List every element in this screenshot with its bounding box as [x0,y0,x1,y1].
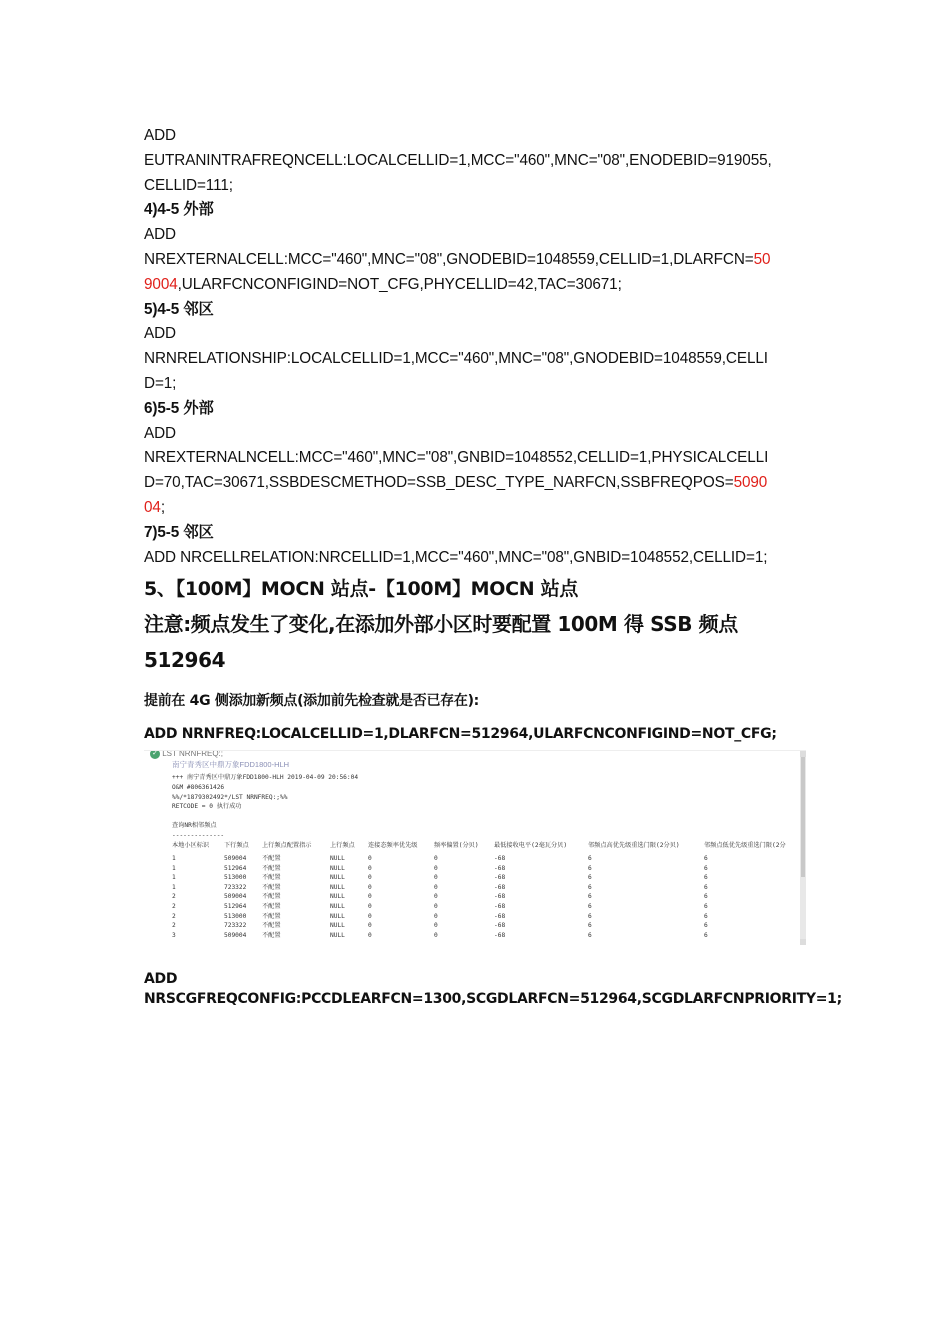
table-cell: -68 [494,864,506,872]
note-line: 512964 [144,648,226,673]
table-row [172,902,792,912]
table-cell: -68 [494,883,506,891]
table-cell: 不配置 [262,912,281,920]
table-cell: 0 [368,903,372,911]
table-cell: 3 [172,931,176,939]
table-row [172,883,792,893]
table-row [172,854,792,864]
table-cell: 不配置 [262,931,281,939]
output-line [172,812,792,822]
text-line [144,273,814,298]
table-cell: -68 [494,874,506,882]
step-heading: 5)4-5 邻区 [144,300,214,318]
table-cell: 0 [368,883,372,891]
table-cell: 邻频点低优先级重选门限(2分 [704,841,786,849]
table-cell: 邻频点高优先级重选门限(2分贝) [588,841,680,849]
table-cell: 不配置 [262,855,281,863]
table-cell: 0 [434,874,438,882]
table-row [172,921,792,931]
table-cell: 6 [588,855,592,863]
table-cell: 6 [704,893,708,901]
table-row [172,912,792,922]
table-cell: 0 [368,922,372,930]
table-cell: 连接态频率优先级 [368,841,418,849]
table-row [172,931,792,941]
success-check-icon: ✓ [150,750,160,759]
output-line: 查询NR相邻频点 [172,822,217,830]
text-line: ADD [144,325,176,343]
table-cell: 0 [368,864,372,872]
table-cell: 512964 [224,864,247,872]
table-cell: 0 [368,874,372,882]
table-cell: 不配置 [262,883,281,891]
table-cell: 1 [172,874,176,882]
table-cell: 6 [704,855,708,863]
table-cell: 6 [704,912,708,920]
table-cell: 0 [434,931,438,939]
table-cell: -68 [494,912,506,920]
table-cell: 不配置 [262,874,281,882]
output-line: -------------- [172,831,225,839]
command-text: ADD NRSCGFREQCONFIG:PCCDLEARFCN=1300,SCGDLARFCN=512964,SCGDLARFCNPRIORITY=1; [144,971,842,1008]
table-cell: -68 [494,903,506,911]
text-line: ADD NRCELLRELATION:NRCELLID=1,MCC="460",MNC="08",GNBID=1048552,CELLID=1; [144,548,768,566]
table-cell: 0 [434,864,438,872]
table-cell: 2 [172,912,176,920]
table-cell: 6 [704,874,708,882]
table-cell: 0 [368,855,372,863]
table-cell: NULL [330,922,345,930]
table-cell: NULL [330,855,345,863]
table-cell: 6 [704,931,708,939]
table-cell: 509004 [224,931,247,939]
table-cell: 6 [588,931,592,939]
table-cell: 509004 [224,855,247,863]
table-cell: NULL [330,903,345,911]
table-cell: 723322 [224,922,247,930]
text-line: NRNRELATIONSHIP:LOCALCELLID=1,MCC="460",MNC="08",GNODEBID=1048559,CELLI [144,350,768,368]
text-line: ADD [144,424,176,442]
step-heading: 7)5-5 邻区 [144,523,214,541]
table-cell: 512964 [224,903,247,911]
table-cell: 1 [172,864,176,872]
text-line: D=1; [144,374,177,392]
table-cell: 723322 [224,883,247,891]
text-line [144,496,814,521]
table-cell: 不配置 [262,922,281,930]
highlighted-value: 9004 [144,275,178,293]
highlighted-value: 04 [144,498,161,516]
table-cell: 6 [704,864,708,872]
table-cell: NULL [330,864,345,872]
table-cell: -68 [494,931,506,939]
step-heading: 4)4-5 外部 [144,201,214,219]
table-cell: 6 [704,903,708,911]
screenshot-command-label: LST NRNFREQ:; [162,750,223,759]
scroll-thumb [801,757,805,877]
text-line [144,248,814,273]
table-cell: 1 [172,883,176,891]
table-cell: 6 [588,864,592,872]
table-cell: 下行频点 [224,841,249,849]
text-line: NREXTERNALNCELL:MCC="460",MNC="08",GNBID=1048552,CELLID=1,PHYSICALCELLI [144,449,769,467]
screenshot-output [172,773,792,945]
table-cell: 0 [368,931,372,939]
table-header-row [172,841,792,851]
table-row [172,892,792,902]
text-line [144,471,814,496]
table-cell: 2 [172,903,176,911]
table-cell: 0 [434,855,438,863]
table-cell: 不配置 [262,893,281,901]
text-line: EUTRANINTRAFREQNCELL:LOCALCELLID=1,MCC="460",MNC="08",ENODEBID=919055, [144,151,772,169]
document-body [144,124,842,1009]
highlighted-value: 5090 [733,474,768,492]
output-line: RETCODE = 0 执行成功 [172,803,242,811]
table-row [172,864,792,874]
text-segment: NREXTERNALCELL:MCC="460",MNC="08",GNODEBID=1048559,CELLID=1,DLARFCN= [144,250,754,268]
table-cell: 2 [172,922,176,930]
table-cell: 1 [172,855,176,863]
output-line: +++ 南宁青秀区中鼎万象FDD1800-HLH 2019-04-09 20:56:04 [172,774,359,782]
table-cell: 0 [434,893,438,901]
table-cell: 6 [588,912,592,920]
table-cell: 上行频点 [330,841,355,849]
table-cell: NULL [330,893,345,901]
highlighted-value: 50 [753,250,771,268]
text-segment: ,ULARFCNCONFIGIND=NOT_CFG,PHYCELLID=42,TAC=30671; [177,275,622,293]
instruction-text: 提前在 4G 侧添加新频点(添加前先检查就是否已存在): [144,693,479,710]
table-cell: 频率偏置(分贝) [434,841,479,849]
table-cell: 0 [434,883,438,891]
table-cell: -68 [494,893,506,901]
table-cell: 0 [434,922,438,930]
table-cell: 0 [368,912,372,920]
table-cell: NULL [330,874,345,882]
output-line: O&M #806361426 [172,783,225,791]
table-cell: 6 [704,883,708,891]
screenshot-site-name: 南宁青秀区中鼎万象FDD1800-HLH [172,760,290,770]
table-cell: 6 [588,874,592,882]
table-cell: -68 [494,855,506,863]
command-text: ADD NRNFREQ:LOCALCELLID=1,DLARFCN=512964,ULARFCNCONFIGIND=NOT_CFG; [144,726,777,743]
table-cell: 最低接收电平(2毫瓦分贝) [494,841,568,849]
text-line: ADD [144,127,176,144]
table-cell: 2 [172,893,176,901]
table-cell: 0 [434,912,438,920]
table-cell: 本地小区标识 [172,841,210,849]
table-cell: NULL [330,912,345,920]
text-segment: ; [160,498,165,516]
table-cell: 不配置 [262,864,281,872]
section-heading: 5、【100M】MOCN 站点-【100M】MOCN 站点 [144,578,579,601]
table-row [172,873,792,883]
text-line: ADD [144,226,176,244]
embedded-screenshot [144,750,806,945]
table-cell: 6 [588,883,592,891]
text-line: CELLID=111; [144,176,233,194]
scroll-down-icon [800,939,806,945]
table-cell: 6 [588,893,592,901]
table-cell: NULL [330,931,345,939]
table-cell: NULL [330,883,345,891]
text-segment: D=70,TAC=30671,SSBDESCMETHOD=SSB_DESC_TYPE_NARFCN,SSBFREQPOS= [144,474,734,492]
table-cell: 6 [704,922,708,930]
table-cell: 513000 [224,912,247,920]
note-line: 注意:频点发生了变化,在添加外部小区时要配置 100M 得 SSB 频点 [144,612,738,637]
table-cell: 0 [368,893,372,901]
screenshot-scrollbar [800,751,806,945]
table-cell: 上行频点配置指示 [262,841,312,849]
step-heading: 6)5-5 外部 [144,399,214,417]
table-cell: 0 [434,903,438,911]
output-line: %%/*1879302492*/LST NRNFREQ:;%% [172,793,288,801]
table-cell: 509004 [224,893,247,901]
table-cell: 6 [588,922,592,930]
table-cell: 不配置 [262,903,281,911]
table-cell: 6 [588,903,592,911]
table-cell: -68 [494,922,506,930]
table-cell: 513000 [224,874,247,882]
